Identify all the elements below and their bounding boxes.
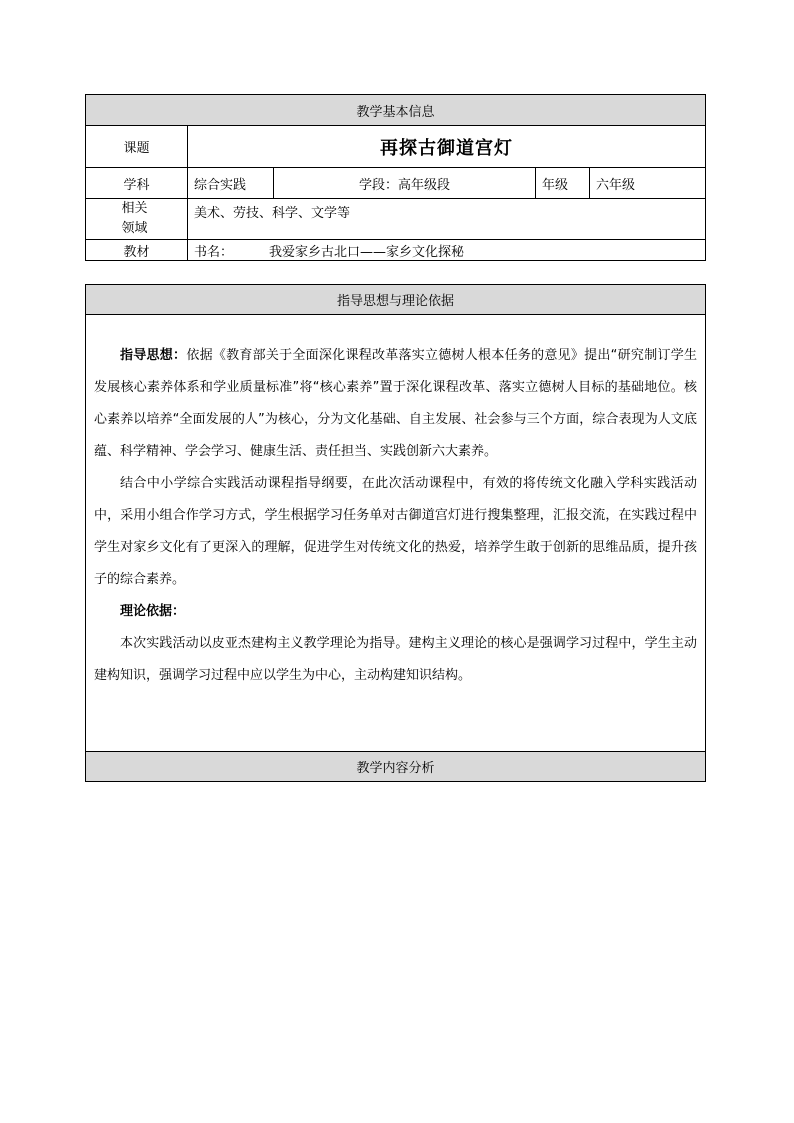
grade-value: 六年级 xyxy=(590,168,706,199)
guidance-paragraph-2: 结合中小学综合实践活动课程指导纲要，在此次活动课程中，有效的将传统文化融入学科实践活动中，采用小组合作学习方式，学生根据学习任务单对古御道宫灯进行搜集整理，汇报交流，在实践过程中学生对家乡文化有了更深入的理解，促进学生对传统文化的热爱，培养学生敢于创新的思维品质，提升孩子的综合素养。 xyxy=(94,476,697,587)
textbook-name: 我爱家乡古北口——家乡文化探秘 xyxy=(269,244,465,260)
content-analysis-header: 教学内容分析 xyxy=(86,752,706,782)
field-value: 美术、劳技、科学、文学等 xyxy=(188,199,706,240)
textbook-label: 教材 xyxy=(86,240,188,261)
guidance-heading: 指导思想： xyxy=(120,348,187,363)
guidance-body xyxy=(86,315,706,752)
guidance-table xyxy=(85,284,706,782)
guidance-text: 依据《教育部关于全面深化课程改革落实立德树人根本任务的意见》提出“研究制订学生发展核心素养体系和学业质量标准”将“核心素养”置于深化课程改革、落实立德树人目标的基础地位。核心素养以培养“全面发展的人”为核心，分为文化基础、自主发展、社会参与三个方面，综合表现为人文底蕴、科学精神、学会学习、健康生活、责任担当、实践创新六大素养。 xyxy=(94,348,697,459)
theory-heading: 理论依据： xyxy=(120,604,186,619)
textbook-cell xyxy=(188,240,706,261)
guidance-paragraph-1 xyxy=(94,340,697,468)
grade-label: 年级 xyxy=(536,168,590,199)
basic-info-header: 教学基本信息 xyxy=(86,95,706,126)
stage-value: 学段：高年级段 xyxy=(274,168,536,199)
theory-heading-paragraph xyxy=(94,596,697,628)
topic-title: 再探古御道宫灯 xyxy=(188,126,706,168)
guidance-header: 指导思想与理论依据 xyxy=(86,285,706,315)
field-label xyxy=(86,199,188,240)
textbook-prefix: 书名： xyxy=(194,244,234,260)
topic-label: 课题 xyxy=(86,126,188,168)
theory-paragraph: 本次实践活动以皮亚杰建构主义教学理论为指导。建构主义理论的核心是强调学习过程中，学生主动建构知识，强调学习过程中应以学生为中心，主动构建知识结构。 xyxy=(94,636,697,683)
subject-value: 综合实践 xyxy=(188,168,274,199)
basic-info-table xyxy=(85,94,706,261)
subject-label: 学科 xyxy=(86,168,188,199)
field-label-text: 相关领域 xyxy=(121,201,148,236)
